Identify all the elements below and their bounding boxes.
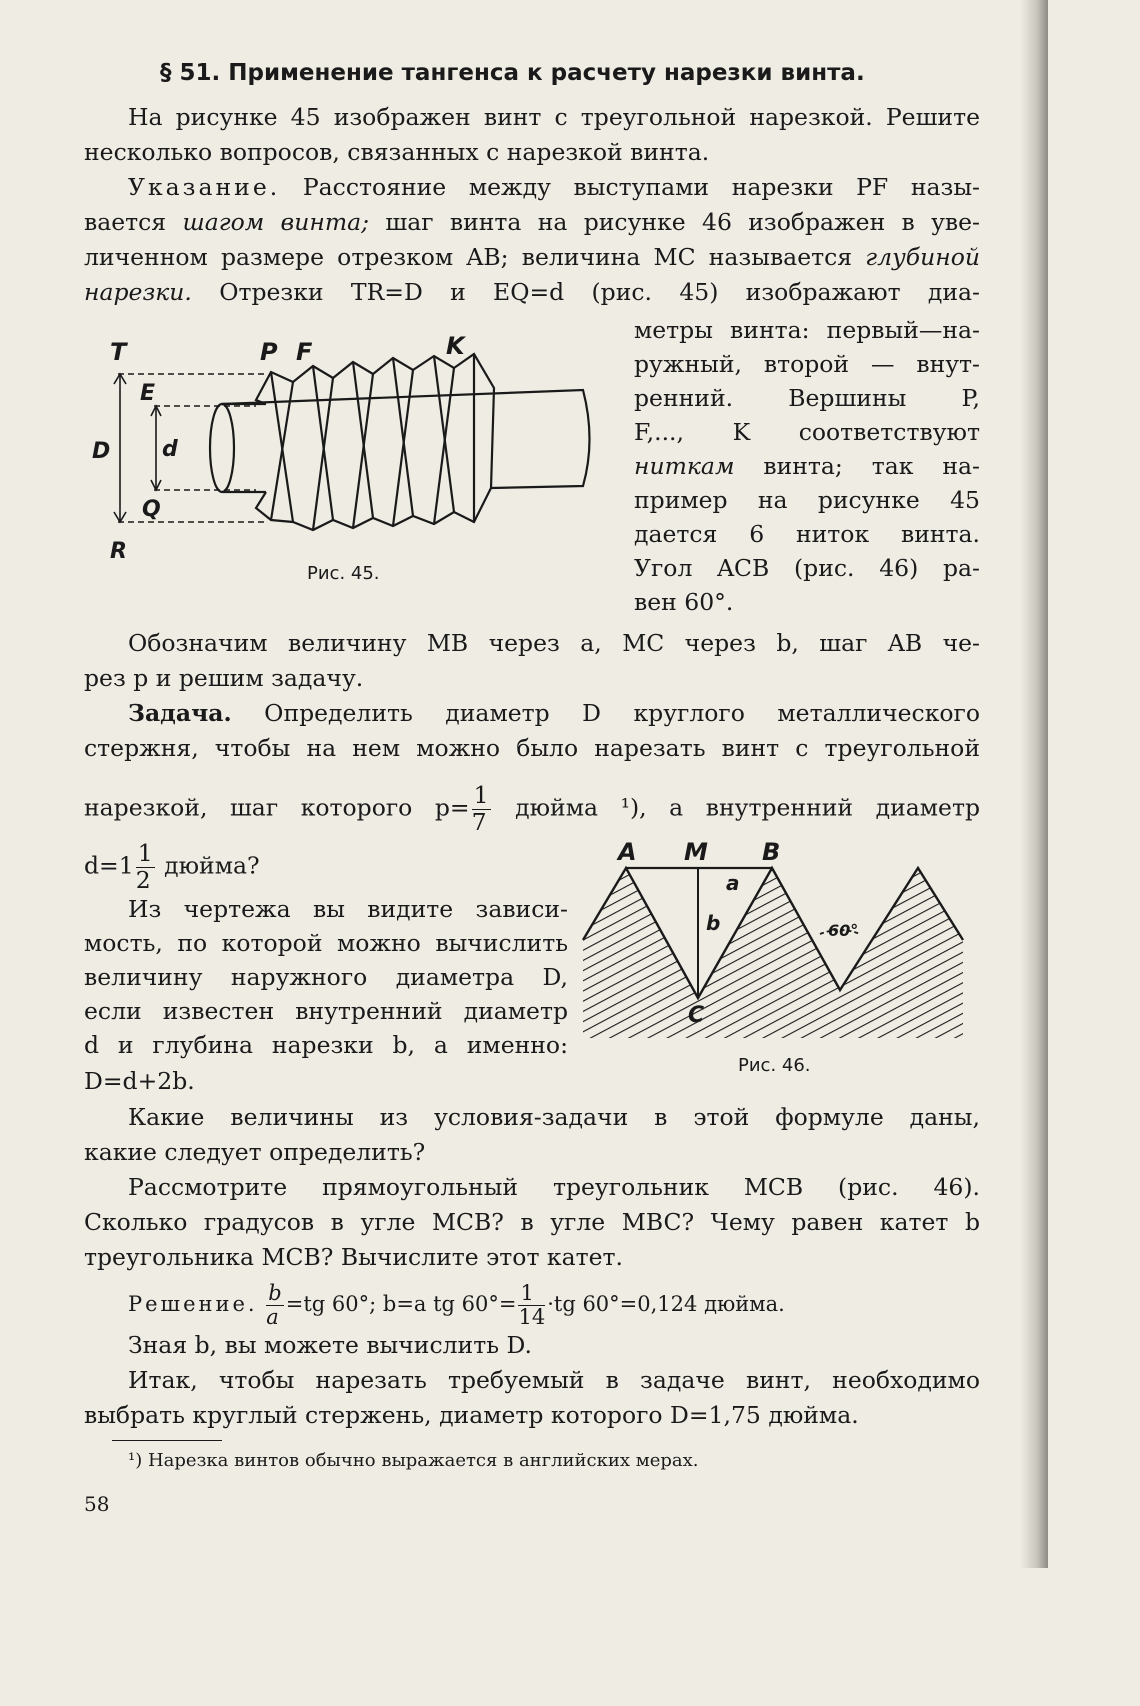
label-angle-60: 60°	[828, 921, 859, 940]
wrap-line: ренний. Вершины P,	[634, 384, 980, 412]
fraction-pitch: $\frac{1}{7}$	[471, 781, 489, 836]
wrap-line: ружный, второй — внут-	[634, 350, 980, 378]
figure-45-screw	[92, 330, 616, 570]
fraction-inner-diameter: $\frac{1}{2}$	[135, 839, 153, 894]
task-line: d=1 $\frac{1}{2}$ дюйма?	[84, 839, 260, 894]
wrap-line: вен 60°.	[634, 588, 734, 616]
label-P: P	[260, 338, 278, 366]
wrap-line: ниткам винта; так на-	[634, 452, 980, 480]
paragraph-line: несколько вопросов, связанных с нарезкой винта.	[84, 138, 710, 166]
term-threads: ниткам	[634, 452, 735, 480]
solution-line: Решение. $\frac{b}{a}$ =tg 60°; b=a tg 60°= $\frac{1}{14}$ ·tg 60°=0,124 дюйма.	[128, 1281, 785, 1329]
paragraph-line: если известен внутренний диаметр	[84, 997, 568, 1025]
formula-line: D=d+2b.	[84, 1067, 195, 1095]
task-line: нарезкой, шаг которого p= $\frac{1}{7}$ дюйма ¹), а внутренний диаметр	[84, 781, 980, 836]
solution-label: Решение.	[128, 1292, 258, 1316]
footnote-rule	[112, 1440, 222, 1441]
page-number: 58	[84, 1492, 110, 1516]
paragraph-line: Из чертежа вы видите зависи-	[128, 895, 568, 923]
wrap-line: метры винта: первый—на-	[634, 316, 980, 344]
figure-45-caption: Рис. 45.	[307, 563, 380, 584]
paragraph-line: Рассмотрите прямоугольный треугольник MCB (рис. 46).	[128, 1173, 980, 1201]
task-line: Задача. Определить диаметр D круглого металлического	[128, 699, 980, 727]
footnote: ¹) Нарезка винтов обычно выражается в английских мерах.	[128, 1450, 699, 1471]
paragraph-line: Сколько градусов в угле MCB? в угле MBC? Чему равен катет b	[84, 1208, 980, 1236]
section-title: § 51. Применение тангенса к расчету нарезки винта.	[160, 60, 865, 86]
hint-line: вается шагом винта; шаг винта на рисунке 46 изображен в уве-	[84, 208, 980, 236]
term-pitch: шагом винта;	[182, 208, 370, 236]
paragraph-line: мость, по которой можно вычислить	[84, 929, 568, 957]
paragraph-line: треугольника MCB? Вычислите этот катет.	[84, 1243, 623, 1271]
term-depth: глубиной	[865, 243, 980, 271]
label-d: d	[162, 437, 178, 462]
label-R: R	[110, 539, 127, 564]
paragraph-line: На рисунке 45 изображен винт с треугольной нарезкой. Решите	[128, 103, 980, 131]
wrap-line: F,..., K соответствуют	[634, 418, 980, 446]
paragraph-line: выбрать круглый стержень, диаметр которого D=1,75 дюйма.	[84, 1401, 859, 1429]
label-T: T	[110, 338, 127, 366]
label-B: B	[762, 838, 781, 866]
label-b: b	[706, 911, 721, 935]
term-depth-cont: нарезки.	[84, 278, 192, 306]
label-Q: Q	[142, 497, 161, 522]
hint-line: Указание. Расстояние между выступами нарезки PF назы-	[128, 173, 980, 201]
paragraph-line: d и глубина нарезки b, а именно:	[84, 1031, 568, 1059]
hint-line: личенном размере отрезком AB; величина MC называется глубиной	[84, 243, 980, 271]
label-M: M	[684, 838, 708, 866]
hint-label: Указание.	[128, 173, 281, 201]
label-a: a	[726, 871, 740, 895]
fraction-b-over-a: $\frac{b}{a}$	[266, 1281, 282, 1329]
task-line: стержня, чтобы на нем можно было нарезать винт с треугольной	[84, 734, 980, 762]
label-A: A	[618, 838, 637, 866]
paragraph-line: Обозначим величину MB через a, MC через b, шаг AB че-	[128, 629, 980, 657]
label-C: C	[688, 1003, 705, 1028]
paragraph-line: Итак, чтобы нарезать требуемый в задаче винт, необходимо	[128, 1366, 980, 1394]
page-edge-shadow	[1020, 0, 1048, 1568]
figure-46-caption: Рис. 46.	[738, 1055, 811, 1076]
paragraph-line: величину наружного диаметра D,	[84, 963, 568, 991]
hint-line: нарезки. Отрезки TR=D и EQ=d (рис. 45) изображают диа-	[84, 278, 980, 306]
label-D: D	[92, 439, 111, 464]
wrap-line: дается 6 ниток винта.	[634, 520, 980, 548]
paragraph-line: Какие величины из условия-задачи в этой формуле даны,	[128, 1103, 980, 1131]
paragraph-line: какие следует определить?	[84, 1138, 426, 1166]
label-F: F	[296, 338, 313, 366]
wrap-line: Угол ACB (рис. 46) ра-	[634, 554, 980, 582]
paragraph-line: Зная b, вы можете вычислить D.	[128, 1331, 532, 1359]
label-E: E	[140, 381, 156, 406]
paragraph-line: рез p и решим задачу.	[84, 664, 364, 692]
wrap-line: пример на рисунке 45	[634, 486, 980, 514]
figure-46-thread-profile	[578, 830, 968, 1045]
label-K: K	[446, 332, 465, 360]
task-label: Задача.	[128, 699, 232, 727]
fraction-one-fourteenth: $\frac{1}{14}$	[518, 1281, 546, 1329]
